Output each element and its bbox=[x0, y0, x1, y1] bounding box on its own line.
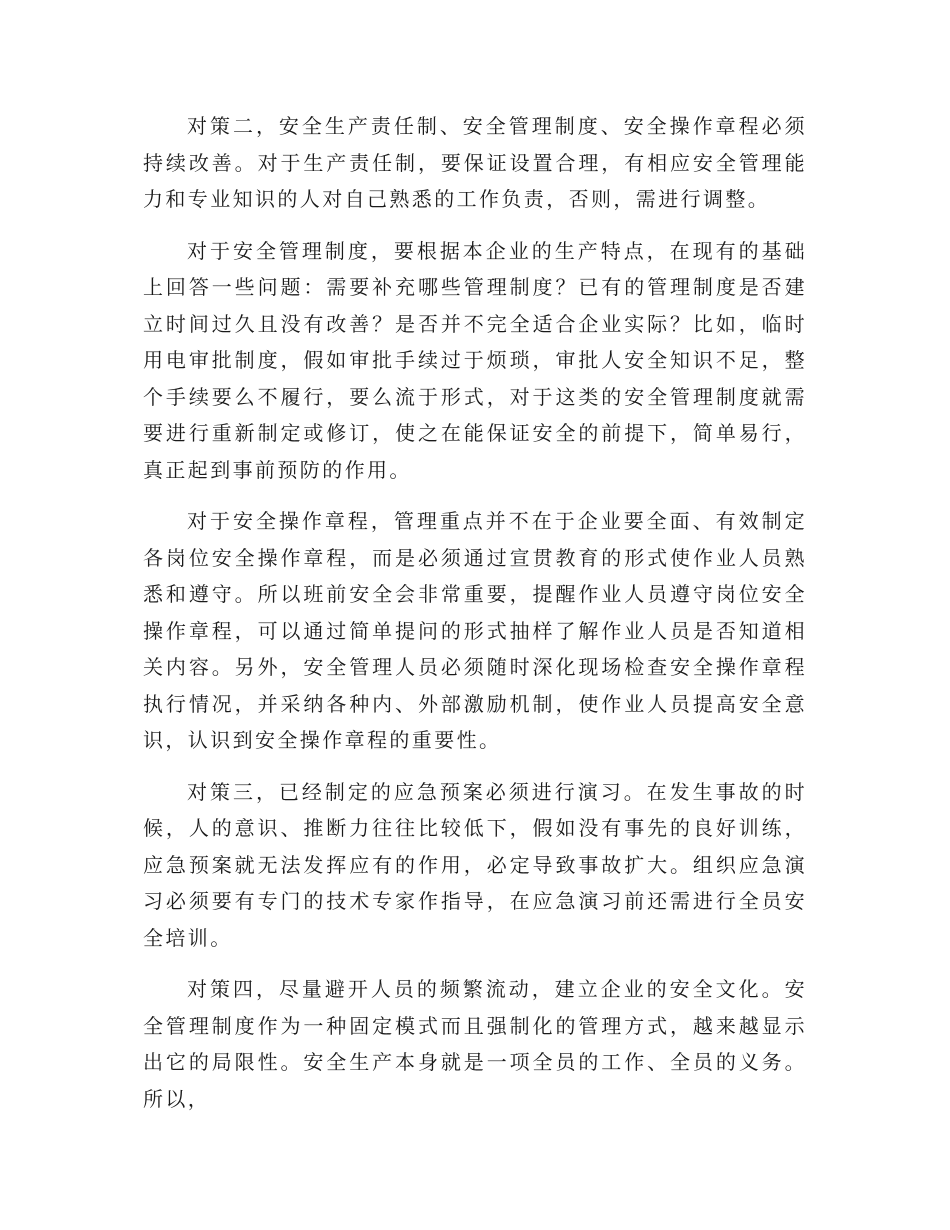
paragraph-management-system: 对于安全管理制度，要根据本企业的生产特点，在现有的基础上回答一些问题：需要补充哪些管理制度？已有的管理制度是否建立时间过久且没有改善？是否并不完全适合企业实际？比如，临时用电审批制度，假如审批手续过于烦琐，审批人安全知识不足，整个手续要么不履行，要么流于形式，对于这类的安全管理制度就需要进行重新制定或修订，使之在能保证安全的前提下，简单易行，真正起到事前预防的作用。 bbox=[143, 238, 807, 482]
paragraph-safety-culture: 对策四，尽量避开人员的频繁流动，建立企业的安全文化。安全管理制度作为一种固定模式而且强制化的管理方式，越来越显示出它的局限性。安全生产本身就是一项全员的工作、全员的义务。所以， bbox=[143, 977, 807, 1111]
paragraph-operating-procedures: 对于安全操作章程，管理重点并不在于企业要全面、有效制定各岗位安全操作章程，而是必须通过宣贯教育的形式使作业人员熟悉和遵守。所以班前安全会非常重要，提醒作业人员遵守岗位安全操作章程，可以通过简单提问的形式抽样了解作业人员是否知道相关内容。另外，安全管理人员必须随时深化现场检查安全操作章程执行情况，并采纳各种内、外部激励机制，使作业人员提高安全意识，认识到安全操作章程的重要性。 bbox=[143, 509, 807, 752]
paragraph-responsibility-system: 对策二，安全生产责任制、安全管理制度、安全操作章程必须持续改善。对于生产责任制，要保证设置合理，有相应安全管理能力和专业知识的人对自己熟悉的工作负责，否则，需进行调整。 bbox=[143, 114, 807, 211]
paragraph-emergency-drill: 对策三，已经制定的应急预案必须进行演习。在发生事故的时候，人的意识、推断力往往比较低下，假如没有事先的良好训练，应急预案就无法发挥应有的作用，必定导致事故扩大。组织应急演习必须要有专门的技术专家作指导，在应急演习前还需进行全员安全培训。 bbox=[143, 779, 807, 950]
document-body bbox=[143, 108, 807, 1132]
